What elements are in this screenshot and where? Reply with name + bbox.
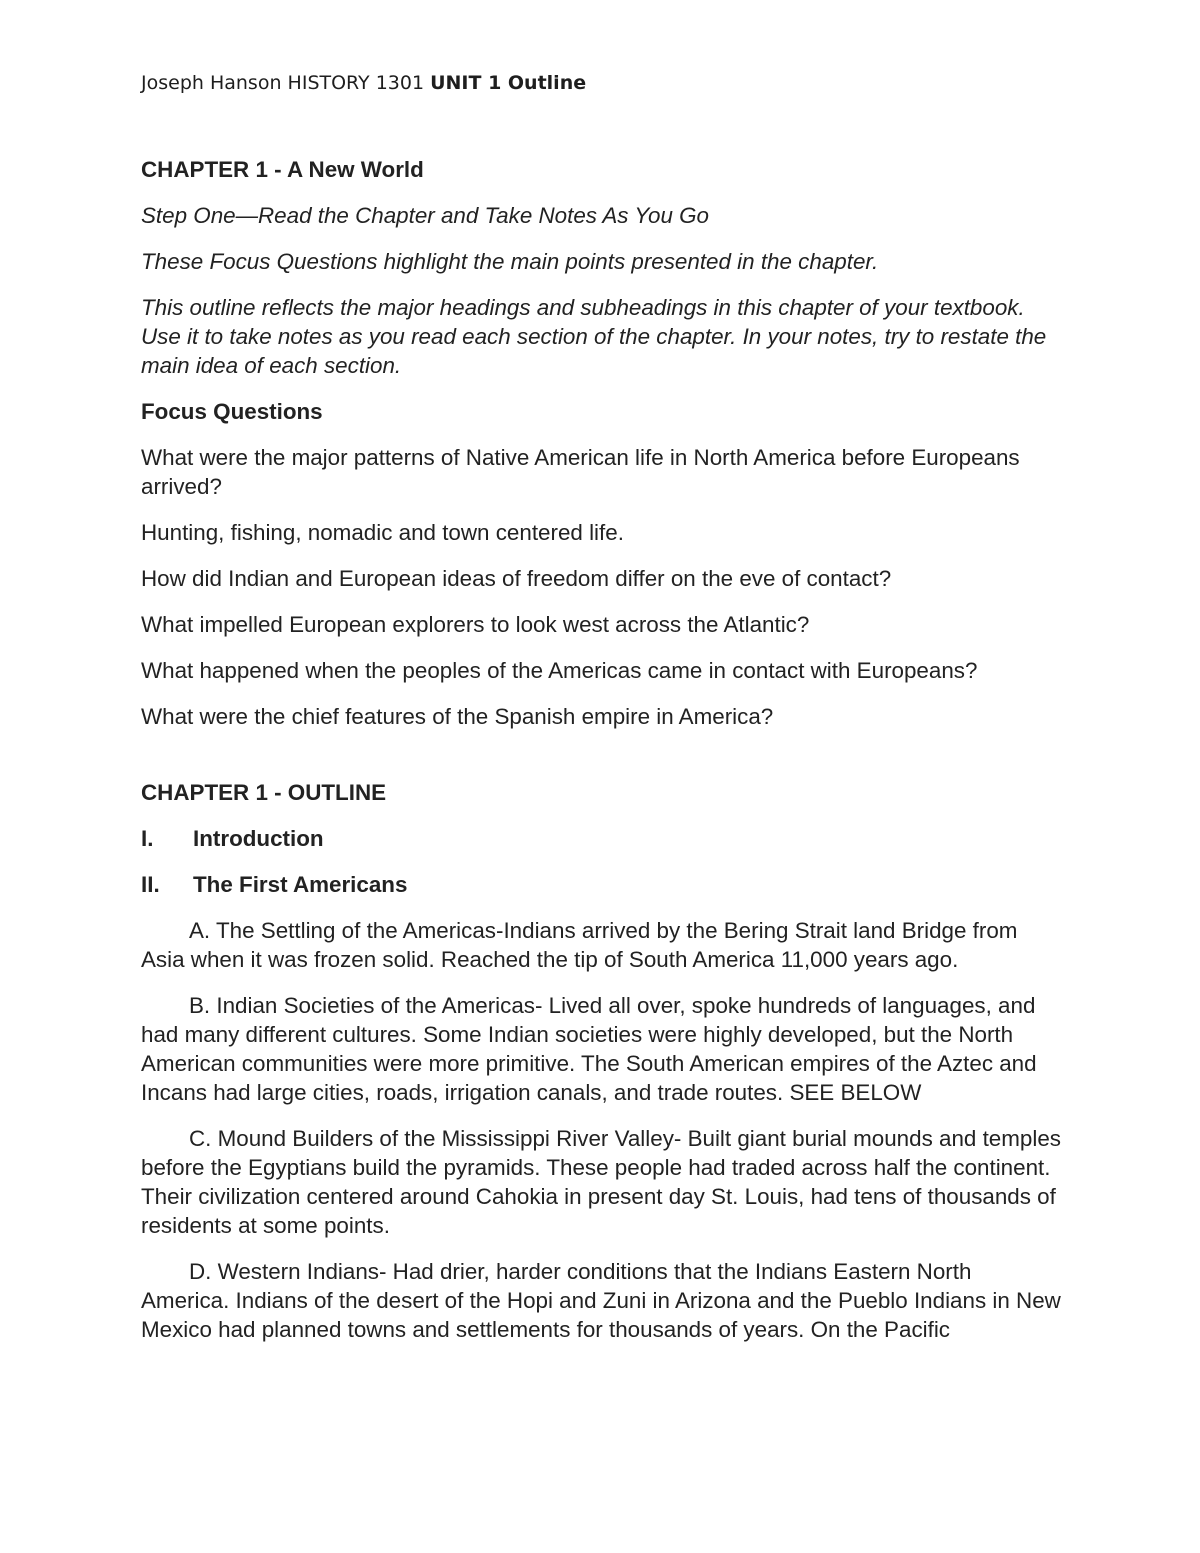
focus-intro: These Focus Questions highlight the main points presented in the chapter. — [141, 249, 879, 274]
focus-question: What impelled European explorers to look west across the Atlantic? — [141, 612, 810, 637]
subsection-a: A. The Settling of the Americas-Indians arrived by the Bering Strait land Bridge from Asia when it was frozen solid. Reached the tip of South America 11,000 years ago. — [141, 918, 1018, 972]
outline-heading: CHAPTER 1 - OUTLINE — [141, 780, 387, 805]
page-header — [141, 72, 586, 94]
student-name: Joseph Hanson — [141, 72, 282, 94]
outline-section-introduction — [141, 824, 1061, 853]
section-title: Introduction — [193, 826, 324, 851]
focus-question: What were the major patterns of Native American life in North America before Europeans arrived? — [141, 445, 1020, 499]
section-title: The First Americans — [193, 872, 408, 897]
course-code: HISTORY 1301 — [287, 72, 425, 94]
focus-question: What happened when the peoples of the Americas came in contact with Europeans? — [141, 658, 978, 683]
subsection-b: B. Indian Societies of the Americas- Lived all over, spoke hundreds of languages, and had many different cultures. Some Indian societies were highly developed, but the North American communities were more primitive. The South American empires of the Aztec and Incans had large cities, roads, irrigation canals, and trade routes. SEE BELOW — [141, 993, 1037, 1105]
focus-questions-heading: Focus Questions — [141, 399, 323, 424]
focus-question: What were the chief features of the Spanish empire in America? — [141, 704, 774, 729]
outline-intro: This outline reflects the major headings and subheadings in this chapter of your textbook. Use it to take notes as you read each section of the chapter. In your notes, try to restate the main idea of each section. — [141, 295, 1047, 378]
focus-answer: Hunting, fishing, nomadic and town centered life. — [141, 520, 624, 545]
subsection-d: D. Western Indians- Had drier, harder conditions that the Indians Eastern North America. Indians of the desert of the Hopi and Zuni in Arizona and the Pueblo Indians in New Mexico had planned towns and settlements for thousands of years. On the Pacific — [141, 1259, 1061, 1342]
section-spacer — [141, 748, 1061, 778]
step-one-instruction: Step One—Read the Chapter and Take Notes As You Go — [141, 203, 710, 228]
unit-title: UNIT 1 Outline — [430, 72, 587, 94]
focus-question: How did Indian and European ideas of freedom differ on the eve of contact? — [141, 566, 892, 591]
chapter-title: CHAPTER 1 - A New World — [141, 157, 424, 182]
subsection-c: C. Mound Builders of the Mississippi River Valley- Built giant burial mounds and temples before the Egyptians build the pyramids. These people had traded across half the continent. Their civilization centered around Cahokia in present day St. Louis, had tens of thousands of residents at some points. — [141, 1126, 1061, 1238]
document-body — [141, 155, 1061, 1361]
outline-section-first-americans — [141, 870, 1061, 899]
section-number: I. — [141, 826, 154, 851]
section-number: II. — [141, 872, 160, 897]
